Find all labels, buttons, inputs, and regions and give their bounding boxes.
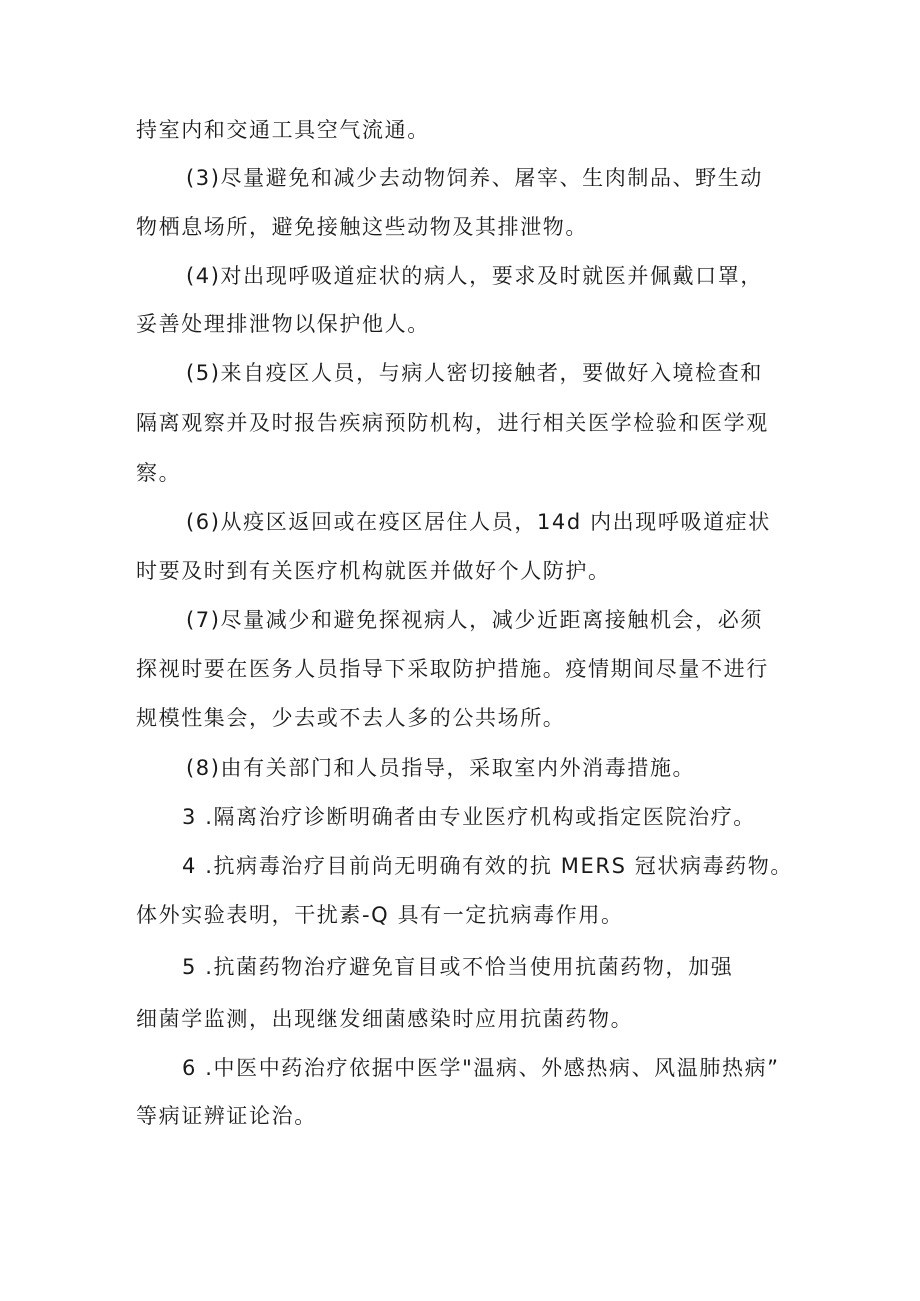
text-line-6: (5)来自疫区人员，与病人密切接触者，要做好入境检查和 <box>186 361 763 385</box>
text-line-21: 等病证辨证论治。 <box>136 1104 317 1128</box>
text-line-12: 探视时要在医务人员指导下采取防护措施。疫情期间尽量不进行 <box>136 657 769 681</box>
text-line-8: 察。 <box>136 461 182 485</box>
text-line-5: 妥善处理排泄物以保护他人。 <box>136 312 430 336</box>
text-line-9: (6)从疫区返回或在疫区居住人员，14d 内出现呼吸道症状 <box>186 510 771 534</box>
text-line-7: 隔离观察并及时报告疾病预防机构，进行相关医学检验和医学观 <box>136 411 769 435</box>
text-line-14: (8)由有关部门和人员指导，采取室内外消毒措施。 <box>186 756 696 780</box>
text-line-13: 规模性集会，少去或不去人多的公共场所。 <box>136 706 566 730</box>
text-line-16: 4 .抗病毒治疗目前尚无明确有效的抗 MERS 冠状病毒药物。 <box>182 854 793 878</box>
text-line-2: (3)尽量避免和减少去动物饲养、屠宰、生肉制品、野生动 <box>186 166 763 190</box>
text-line-11: (7)尽量减少和避免探视病人，减少近距离接触机会，必须 <box>186 608 763 632</box>
text-line-20: 6 .中医中药治疗依据中医学"温病、外感热病、风温肺热病” <box>182 1056 780 1080</box>
text-line-3: 物栖息场所，避免接触这些动物及其排泄物。 <box>136 215 588 239</box>
text-line-18: 5 .抗菌药物治疗避免盲目或不恰当使用抗菌药物，加强 <box>182 955 734 979</box>
text-line-4: (4)对出现呼吸道症状的病人，要求及时就医并佩戴口罩， <box>186 264 763 288</box>
text-line-15: 3 .隔离治疗诊断明确者由专业医疗机构或指定医院治疗。 <box>182 805 756 829</box>
text-line-19: 细菌学监测，出现继发细菌感染时应用抗菌药物。 <box>136 1007 634 1031</box>
text-line-10: 时要及时到有关医疗机构就医并做好个人防护。 <box>136 559 611 583</box>
text-line-1: 持室内和交通工具空气流通。 <box>136 118 430 142</box>
text-line-17: 体外实验表明，干扰素-Q 具有一定抗病毒作用。 <box>136 903 624 927</box>
